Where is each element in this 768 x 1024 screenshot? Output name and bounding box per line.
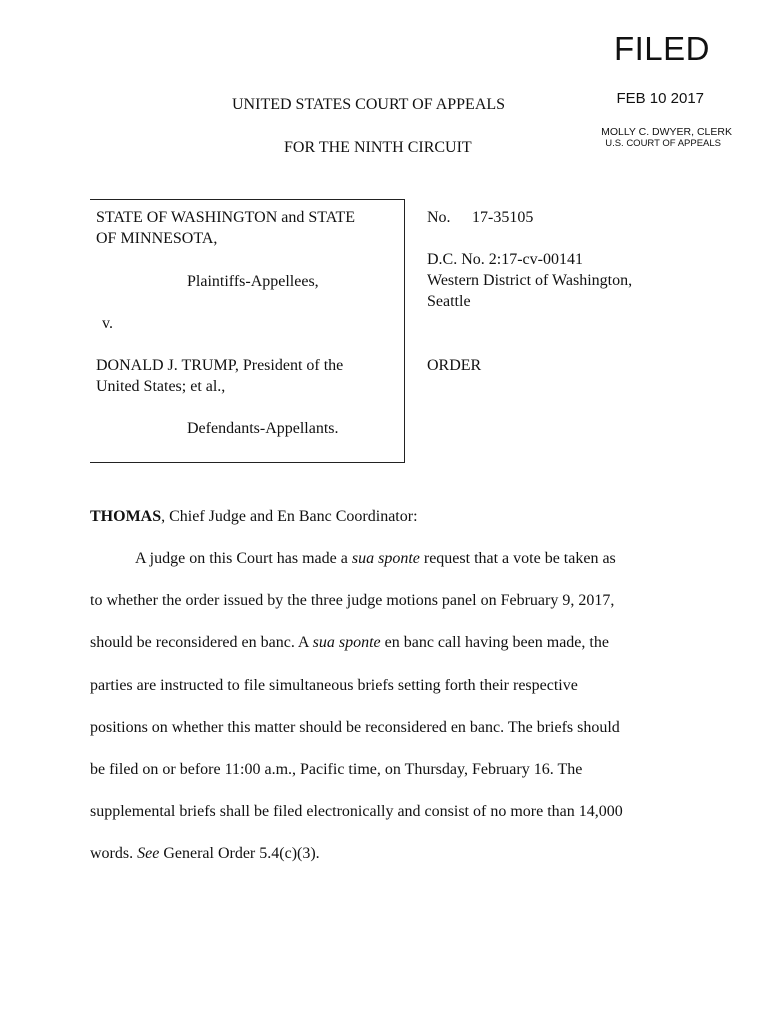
district-city: Seattle bbox=[427, 293, 471, 310]
order-line-7: supplemental briefs shall be filed electronically and consist of no more than 14,000 bbox=[90, 803, 623, 820]
case-number: 17-35105 bbox=[472, 209, 534, 226]
filed-stamp-label: FILED bbox=[613, 30, 710, 67]
filed-date: FEB 10 2017 bbox=[616, 90, 704, 107]
document-type: ORDER bbox=[427, 357, 482, 374]
clerk-name: MOLLY C. DWYER, CLERK bbox=[601, 126, 732, 138]
order-line-3-b: en banc call having been made, the bbox=[380, 634, 609, 651]
order-line-3-italic: sua sponte bbox=[312, 634, 381, 651]
defendants-role: Defendants-Appellants. bbox=[187, 420, 339, 437]
defendants-line-1: DONALD J. TRUMP, President of the bbox=[96, 357, 344, 374]
district-court-number: D.C. No. 2:17-cv-00141 bbox=[427, 251, 583, 268]
order-line-5: positions on whether this matter should be reconsidered en banc. The briefs should bbox=[90, 719, 620, 736]
order-line-3-a: should be reconsidered en banc. A bbox=[90, 634, 313, 651]
order-line-8-b: General Order 5.4(c)(3). bbox=[159, 845, 320, 862]
order-line-8-a: words. bbox=[90, 845, 138, 862]
case-number-label: No. bbox=[427, 209, 451, 226]
clerk-office: U.S. COURT OF APPEALS bbox=[605, 138, 721, 149]
order-line-6: be filed on or before 11:00 a.m., Pacific time, on Thursday, February 16. The bbox=[90, 761, 583, 778]
plaintiffs-line-2: OF MINNESOTA, bbox=[96, 230, 218, 247]
order-line-3 bbox=[90, 634, 609, 652]
plaintiffs-role: Plaintiffs-Appellees, bbox=[187, 273, 319, 290]
order-line-1 bbox=[135, 550, 616, 568]
court-name: UNITED STATES COURT OF APPEALS bbox=[232, 96, 506, 113]
order-line-8 bbox=[90, 845, 320, 863]
judge-line bbox=[90, 508, 418, 526]
order-line-1-italic: sua sponte bbox=[351, 550, 420, 567]
circuit-name: FOR THE NINTH CIRCUIT bbox=[284, 139, 472, 156]
order-line-1-b: request that a vote be taken as bbox=[419, 550, 616, 567]
defendants-line-2: United States; et al., bbox=[96, 378, 226, 395]
order-line-4: parties are instructed to file simultaneous briefs setting forth their respective bbox=[90, 677, 578, 694]
district-name: Western District of Washington, bbox=[427, 272, 633, 289]
judge-name: THOMAS bbox=[90, 508, 162, 525]
order-line-8-italic: See bbox=[137, 845, 160, 862]
plaintiffs-line-1: STATE OF WASHINGTON and STATE bbox=[96, 209, 356, 226]
order-line-2: to whether the order issued by the three judge motions panel on February 9, 2017, bbox=[90, 592, 615, 609]
versus: v. bbox=[102, 315, 113, 332]
judge-title: , Chief Judge and En Banc Coordinator: bbox=[161, 508, 418, 525]
order-line-1-a: A judge on this Court has made a bbox=[135, 550, 352, 567]
